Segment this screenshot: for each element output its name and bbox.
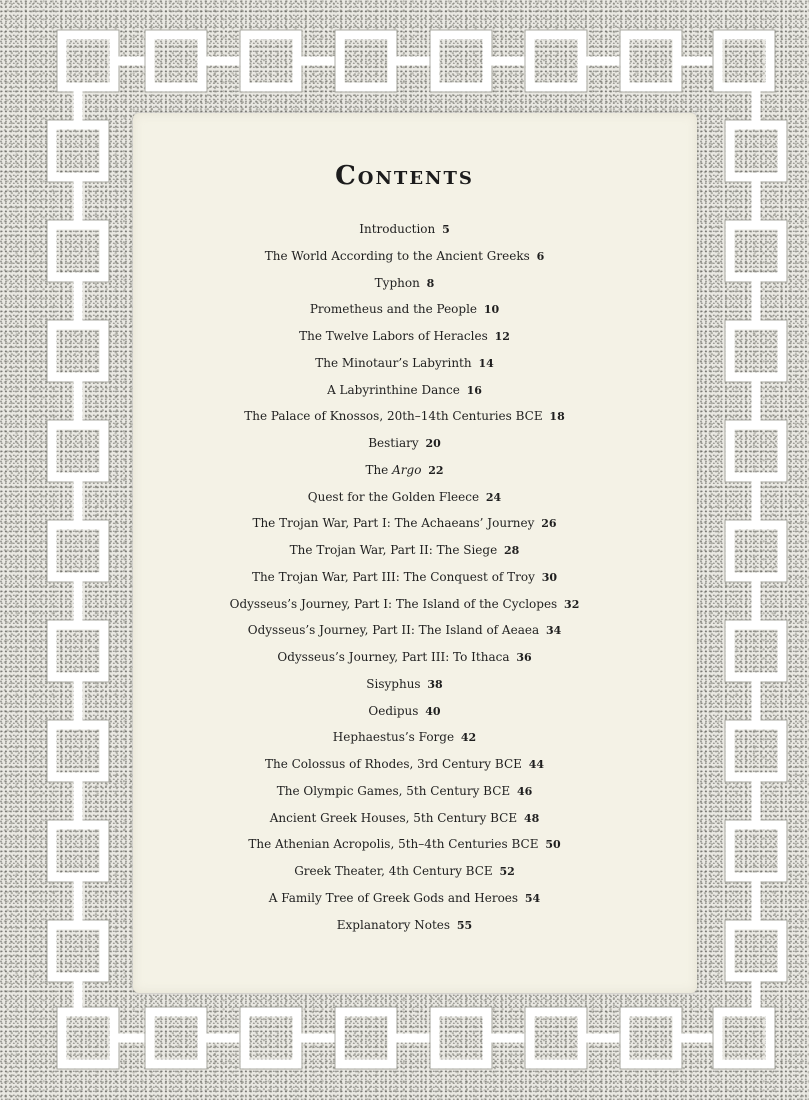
toc-entry-title: The Trojan War, Part I: The Achaeans’ Journey <box>252 516 535 531</box>
toc-entry-title: Odysseus’s Journey, Part II: The Island of Aeaea <box>247 623 540 638</box>
toc-entry <box>0 620 809 647</box>
toc-entry-page-number: 52 <box>499 865 515 878</box>
toc-entry <box>0 273 809 300</box>
toc-entry <box>0 674 809 701</box>
toc-entry-page-number: 16 <box>466 383 482 397</box>
toc-entry-title: Sisyphus <box>366 676 421 691</box>
toc-entry <box>0 594 809 621</box>
toc-entry <box>0 888 809 915</box>
toc-entry-title: The World According to the Ancient Greeks <box>264 248 530 263</box>
toc-entry <box>0 380 809 407</box>
toc-entry-page-number: 28 <box>504 544 520 557</box>
toc-entry-page-number: 46 <box>516 784 533 798</box>
toc-entry <box>0 460 809 487</box>
toc-entry-page-number: 12 <box>494 330 510 343</box>
toc-entry-page-number: 42 <box>460 731 477 745</box>
toc-entry-title: The Minotaur’s Labyrinth <box>315 355 472 370</box>
border-square <box>340 35 392 87</box>
border-square <box>718 1012 770 1064</box>
toc-entry-title: A Family Tree of Greek Gods and Heroes <box>268 890 519 905</box>
toc-entry-page-number: 18 <box>549 410 565 424</box>
toc-entry-title: Introduction <box>359 222 436 236</box>
toc-entry-title: Quest for the Golden Fleece <box>307 489 480 504</box>
toc-entry <box>0 727 809 754</box>
toc-entry-page-number: 55 <box>456 918 473 932</box>
toc-entry <box>0 353 809 380</box>
toc-entry <box>0 567 809 594</box>
toc-entry <box>0 915 809 942</box>
border-square <box>62 35 114 87</box>
toc-entry-page-number: 8 <box>426 276 435 290</box>
toc-entry-page-number: 44 <box>528 758 545 771</box>
toc-entry-title: The Athenian Acropolis, 5th–4th Centuries BCE <box>248 837 539 852</box>
toc-entry-title: The <box>365 462 389 477</box>
toc-entry-page-number: 26 <box>541 517 557 531</box>
toc-entry-title: Hephaestus’s Forge <box>332 730 455 745</box>
toc-entry-title: Prometheus and the People <box>309 302 478 317</box>
toc-entry-title: The Colossus of Rhodes, 3rd Century BCE <box>264 757 522 771</box>
border-square <box>245 1012 297 1064</box>
toc-entry <box>0 406 809 433</box>
border-square <box>435 1012 487 1064</box>
border-square <box>340 1012 392 1064</box>
toc-entry-title: Explanatory Notes <box>336 917 451 932</box>
toc-entry <box>0 299 809 326</box>
border-square <box>150 35 202 87</box>
toc-entry <box>0 326 809 353</box>
toc-entry-title: The Trojan War, Part II: The Siege <box>289 543 498 557</box>
border-square <box>530 1012 582 1064</box>
border-square <box>530 35 582 87</box>
toc-entry-title: Oedipus <box>368 703 419 718</box>
border-square <box>718 35 770 87</box>
toc-entry-page-number: 38 <box>427 677 443 691</box>
toc-entry <box>0 513 809 540</box>
toc-entry-title: The Trojan War, Part III: The Conquest of Troy <box>251 569 535 584</box>
toc-entry-page-number: 34 <box>545 624 562 638</box>
toc-entry-title: Greek Theater, 4th Century BCE <box>294 864 493 878</box>
toc-entry-title: The Twelve Labors of Heracles <box>299 329 488 343</box>
toc-entry-page-number: 48 <box>523 811 540 825</box>
toc-entry <box>0 834 809 861</box>
toc-entry-page-number: 10 <box>483 303 500 317</box>
toc-entry-page-number: 54 <box>524 891 541 905</box>
toc-entry <box>0 808 809 835</box>
toc-entry-title: Typhon <box>374 275 420 290</box>
toc-entry-page-number: 24 <box>485 490 502 504</box>
toc-entry-title: A Labyrinthine Dance <box>327 382 460 397</box>
page-title: Contents <box>335 161 474 192</box>
border-square <box>245 35 297 87</box>
toc-entry-title: Bestiary <box>368 436 419 450</box>
toc-entry-page-number: 36 <box>516 651 532 664</box>
toc-entry <box>0 647 809 674</box>
toc-entry-title: The Palace of Knossos, 20th–14th Centuries BCE <box>244 409 543 424</box>
toc-entry-title-italic: Argo <box>392 462 422 477</box>
border-square <box>150 1012 202 1064</box>
toc-entry <box>0 540 809 567</box>
toc-entry <box>0 433 809 460</box>
border-square <box>435 35 487 87</box>
toc-entry <box>0 219 809 246</box>
toc-entry-title: Odysseus’s Journey, Part I: The Island of the Cyclopes <box>229 596 558 611</box>
table-of-contents <box>0 219 809 941</box>
toc-entry-page-number: 40 <box>425 704 441 718</box>
toc-entry <box>0 487 809 514</box>
toc-entry-page-number: 50 <box>545 838 561 852</box>
toc-entry <box>0 861 809 888</box>
toc-entry-page-number: 32 <box>564 597 580 611</box>
toc-entry <box>0 781 809 808</box>
toc-entry-title: The Olympic Games, 5th Century BCE <box>276 783 511 798</box>
toc-entry-page-number: 6 <box>536 249 545 263</box>
toc-entry-page-number: 30 <box>541 570 558 584</box>
toc-entry-page-number: 22 <box>428 463 444 477</box>
toc-entry <box>0 246 809 273</box>
toc-entry-title: Ancient Greek Houses, 5th Century BCE <box>269 810 518 825</box>
toc-entry-title: Odysseus’s Journey, Part III: To Ithaca <box>277 650 510 664</box>
toc-entry-page-number: 14 <box>478 356 494 370</box>
toc-entry <box>0 754 809 781</box>
toc-entry-page-number: 20 <box>425 437 441 450</box>
border-square <box>625 1012 677 1064</box>
toc-entry-page-number: 5 <box>442 223 450 236</box>
border-square <box>625 35 677 87</box>
border-square <box>62 1012 114 1064</box>
toc-entry <box>0 701 809 728</box>
